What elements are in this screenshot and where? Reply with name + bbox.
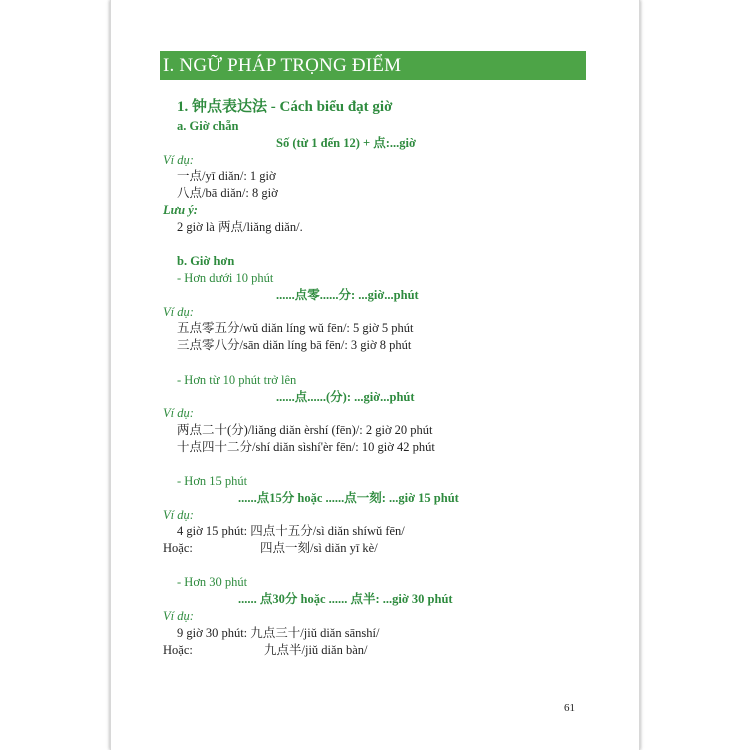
part-4-alt-value: 九点半/jiǔ diǎn bàn/ <box>264 643 368 657</box>
sub-a-example-1: 一点/yī diǎn/: 1 giờ <box>177 169 276 183</box>
part-4-example: 9 giờ 30 phút: 九点三十/jiǔ diǎn sānshí/ <box>177 626 380 640</box>
part-1-example-2: 三点零八分/sān diǎn líng bā fēn/: 3 giờ 8 phút <box>177 338 412 352</box>
part-2-example-label: Ví dụ: <box>163 406 194 420</box>
part-4-title: - Hơn 30 phút <box>177 575 248 589</box>
part-3-title: - Hơn 15 phút <box>177 474 248 488</box>
part-2-example-2: 十点四十二分/shí diǎn sìshí'èr fēn/: 10 giờ 42 phút <box>177 440 435 454</box>
part-1-example-1: 五点零五分/wǔ diǎn líng wǔ fēn/: 5 giờ 5 phút <box>177 321 414 335</box>
part-4-alt-label: Hoặc: <box>163 643 193 657</box>
part-2-title: - Hơn từ 10 phút trở lên <box>177 373 297 387</box>
sub-a-example-label: Ví dụ: <box>163 153 194 167</box>
part-3-example-label: Ví dụ: <box>163 508 194 522</box>
part-3-alt-label: Hoặc: <box>163 541 193 555</box>
part-3-formula: ......点15分 hoặc ......点一刻: ...giờ 15 phút <box>238 491 459 505</box>
section-title: I. NGỮ PHÁP TRỌNG ĐIỂM <box>163 55 402 76</box>
sub-a-label: a. Giờ chẵn <box>177 119 239 133</box>
heading-1: 1. 钟点表达法 - Cách biểu đạt giờ <box>177 99 393 115</box>
part-3-alt-value: 四点一刻/sì diǎn yī kè/ <box>260 541 378 555</box>
part-1-example-label: Ví dụ: <box>163 305 194 319</box>
part-2-example-1: 两点二十(分)/liǎng diǎn èrshí (fēn)/: 2 giờ 20 phút <box>177 423 433 437</box>
part-4-example-label: Ví dụ: <box>163 609 194 623</box>
part-3-example: 4 giờ 15 phút: 四点十五分/sì diǎn shíwǔ fēn/ <box>177 524 405 538</box>
part-4-formula: ...... 点30分 hoặc ...... 点半: ...giờ 30 phút <box>238 592 453 606</box>
part-2-formula: ......点......(分): ...giờ...phút <box>276 390 415 404</box>
page-number: 61 <box>564 702 575 714</box>
sub-b-label: b. Giờ hơn <box>177 254 235 268</box>
part-1-title: - Hơn dưới 10 phút <box>177 271 274 285</box>
sub-a-formula: Số (từ 1 đến 12) + 点:...giờ <box>276 136 416 150</box>
sub-a-note-label: Lưu ý: <box>163 203 198 217</box>
part-1-formula: ......点零......分: ...giờ...phút <box>276 288 419 302</box>
sub-a-example-2: 八点/bā diǎn/: 8 giờ <box>177 186 278 200</box>
sub-a-note: 2 giờ là 两点/liǎng diǎn/. <box>177 220 303 234</box>
